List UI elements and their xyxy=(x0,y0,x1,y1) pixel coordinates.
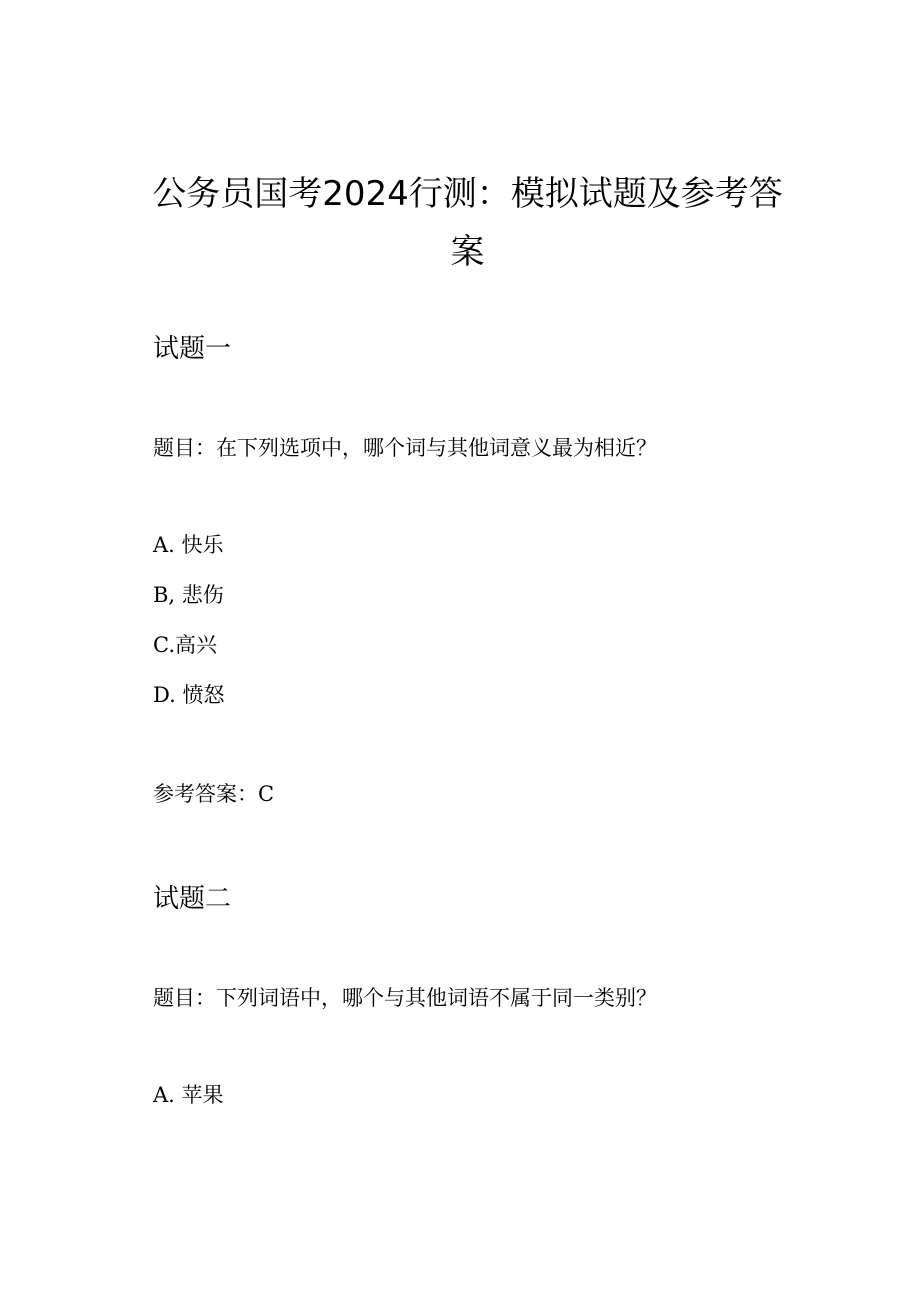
document-title: 公务员国考2024行测：模拟试题及参考答案 xyxy=(152,174,783,272)
question-1-option-d: D. 愤怒 xyxy=(153,683,225,707)
question-2-option-a: A. 苹果 xyxy=(153,1083,224,1107)
question-2-prompt: 题目：下列词语中，哪个与其他词语不属于同一类别？ xyxy=(153,986,657,1010)
question-2-heading: 试题二 xyxy=(153,884,232,914)
question-1-option-c: C.高兴 xyxy=(153,633,217,657)
question-1-prompt: 题目：在下列选项中，哪个词与其他词意义最为相近？ xyxy=(153,436,657,460)
question-1-option-a: A. 快乐 xyxy=(153,533,224,557)
question-1-heading: 试题一 xyxy=(153,334,232,364)
question-1-answer: 参考答案：C xyxy=(153,782,275,806)
question-1-option-b: B, 悲伤 xyxy=(153,583,224,607)
